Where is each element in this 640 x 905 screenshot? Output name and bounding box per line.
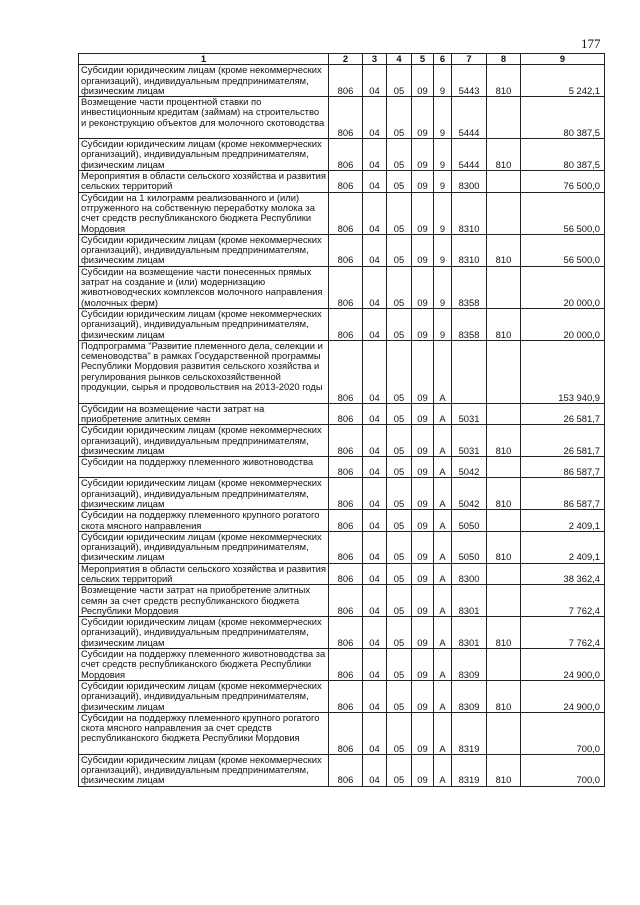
subsection-cell: 05 [387,478,412,510]
column-header: 7 [452,54,487,65]
program-cell: 09 [412,585,434,617]
table-row [79,403,605,425]
code-cell: 806 [329,266,363,308]
name-cell: Мероприятия в области сельского хозяйства и развития сельских территорий [79,563,329,585]
subsection-cell: 05 [387,340,412,403]
subprogram-cell: 9 [434,234,452,266]
article-cell: 8310 [452,234,487,266]
article-cell: 8301 [452,585,487,617]
article-cell: 5443 [452,65,487,97]
article-cell: 8310 [452,192,487,234]
section-cell: 04 [363,425,387,457]
section-cell: 04 [363,234,387,266]
amount-cell: 700,0 [521,712,605,754]
expense-type-cell: 810 [487,425,521,457]
expense-type-cell: 810 [487,234,521,266]
expense-type-cell [487,712,521,754]
program-cell: 09 [412,478,434,510]
subprogram-cell: А [434,425,452,457]
code-cell: 806 [329,585,363,617]
amount-cell: 38 362,4 [521,563,605,585]
column-header: 5 [412,54,434,65]
expense-type-cell: 810 [487,478,521,510]
subprogram-cell: 9 [434,139,452,171]
program-cell: 09 [412,680,434,712]
section-cell: 04 [363,754,387,786]
expense-type-cell [487,192,521,234]
name-cell: Субсидии юридическим лицам (кроме некоммерческих организаций), индивидуальным предпринимателям, физическим лицам [79,234,329,266]
subsection-cell: 05 [387,425,412,457]
table-row [79,649,605,681]
program-cell: 09 [412,171,434,193]
header-row [79,54,605,65]
name-cell: Субсидии юридическим лицам (кроме некоммерческих организаций), индивидуальным предпринимателям, физическим лицам [79,680,329,712]
expense-type-cell [487,649,521,681]
section-cell: 04 [363,403,387,425]
amount-cell: 2 409,1 [521,510,605,532]
code-cell: 806 [329,65,363,97]
amount-cell: 56 500,0 [521,234,605,266]
table-row [79,425,605,457]
subprogram-cell: 9 [434,97,452,139]
table-row [79,266,605,308]
expense-type-cell [487,97,521,139]
name-cell: Субсидии юридическим лицам (кроме некоммерческих организаций), индивидуальным предпринимателям, физическим лицам [79,308,329,340]
code-cell: 806 [329,139,363,171]
column-header: 8 [487,54,521,65]
expense-type-cell [487,457,521,478]
section-cell: 04 [363,531,387,563]
name-cell: Субсидии юридическим лицам (кроме некоммерческих организаций), индивидуальным предпринимателям, физическим лицам [79,425,329,457]
table-row [79,712,605,754]
column-header: 2 [329,54,363,65]
subprogram-cell: А [434,478,452,510]
article-cell: 5031 [452,403,487,425]
subsection-cell: 05 [387,531,412,563]
subsection-cell: 05 [387,97,412,139]
table-row [79,65,605,97]
amount-cell: 700,0 [521,754,605,786]
name-cell: Субсидии на поддержку племенного животноводства [79,457,329,478]
subprogram-cell: А [434,649,452,681]
expense-type-cell [487,585,521,617]
amount-cell: 26 581,7 [521,403,605,425]
page-number: 177 [581,36,601,51]
expense-type-cell [487,171,521,193]
name-cell: Субсидии юридическим лицам (кроме некоммерческих организаций), индивидуальным предпринимателям, физическим лицам [79,531,329,563]
column-header: 6 [434,54,452,65]
section-cell: 04 [363,65,387,97]
subprogram-cell: А [434,531,452,563]
article-cell: 5050 [452,510,487,532]
subsection-cell: 05 [387,403,412,425]
code-cell: 806 [329,680,363,712]
table-row [79,192,605,234]
section-cell: 04 [363,585,387,617]
table-row [79,171,605,193]
article-cell: 8301 [452,617,487,649]
table-row [79,97,605,139]
amount-cell: 7 762,4 [521,617,605,649]
expense-type-cell [487,563,521,585]
program-cell: 09 [412,531,434,563]
table-row [79,563,605,585]
name-cell: Возмещение части затрат на приобретение элитных семян за счет средств республиканского бюджета Республики Мордовия [79,585,329,617]
amount-cell: 80 387,5 [521,139,605,171]
code-cell: 806 [329,510,363,532]
subsection-cell: 05 [387,234,412,266]
subprogram-cell: А [434,680,452,712]
amount-cell: 20 000,0 [521,266,605,308]
table-row [79,139,605,171]
code-cell: 806 [329,478,363,510]
expense-type-cell: 810 [487,617,521,649]
expense-type-cell: 810 [487,680,521,712]
section-cell: 04 [363,457,387,478]
section-cell: 04 [363,712,387,754]
subsection-cell: 05 [387,308,412,340]
amount-cell: 153 940,9 [521,340,605,403]
code-cell: 806 [329,97,363,139]
amount-cell: 7 762,4 [521,585,605,617]
subprogram-cell: А [434,510,452,532]
section-cell: 04 [363,266,387,308]
subprogram-cell: А [434,340,452,403]
amount-cell: 5 242,1 [521,65,605,97]
code-cell: 806 [329,403,363,425]
table-row [79,234,605,266]
program-cell: 09 [412,266,434,308]
program-cell: 09 [412,403,434,425]
article-cell: 8309 [452,649,487,681]
subsection-cell: 05 [387,192,412,234]
name-cell: Субсидии на поддержку племенного крупного рогатого скота мясного направления за счет средств республиканского бюджета Республики Мордовия [79,712,329,754]
table-row [79,457,605,478]
name-cell: Субсидии на поддержку племенного животноводства за счет средств республиканского бюджета Республики Мордовия [79,649,329,681]
section-cell: 04 [363,510,387,532]
article-cell: 8358 [452,308,487,340]
name-cell: Возмещение части процентной ставки по инвестиционным кредитам (займам) на строительство и реконструкцию объектов для молочного скотоводства [79,97,329,139]
table-body [79,65,605,786]
article-cell: 8319 [452,754,487,786]
expense-type-cell: 810 [487,65,521,97]
program-cell: 09 [412,563,434,585]
subprogram-cell: А [434,563,452,585]
section-cell: 04 [363,617,387,649]
name-cell: Субсидии юридическим лицам (кроме некоммерческих организаций), индивидуальным предпринимателям, физическим лицам [79,617,329,649]
amount-cell: 86 587,7 [521,457,605,478]
program-cell: 09 [412,754,434,786]
article-cell: 5042 [452,457,487,478]
expense-type-cell [487,340,521,403]
code-cell: 806 [329,308,363,340]
name-cell: Субсидии юридическим лицам (кроме некоммерческих организаций), индивидуальным предпринимателям, физическим лицам [79,65,329,97]
expense-type-cell [487,403,521,425]
subprogram-cell: А [434,403,452,425]
amount-cell: 20 000,0 [521,308,605,340]
section-cell: 04 [363,171,387,193]
program-cell: 09 [412,192,434,234]
column-header: 3 [363,54,387,65]
program-cell: 09 [412,97,434,139]
name-cell: Субсидии юридическим лицам (кроме некоммерческих организаций), индивидуальным предпринимателям, физическим лицам [79,754,329,786]
article-cell: 8319 [452,712,487,754]
section-cell: 04 [363,478,387,510]
column-header: 9 [521,54,605,65]
table-row [79,617,605,649]
article-cell: 8300 [452,563,487,585]
amount-cell: 86 587,7 [521,478,605,510]
section-cell: 04 [363,192,387,234]
subprogram-cell: А [434,617,452,649]
article-cell: 5042 [452,478,487,510]
code-cell: 806 [329,425,363,457]
subsection-cell: 05 [387,754,412,786]
name-cell: Подпрограмма "Развитие племенного дела, селекции и семеноводства" в рамках Государственной программы Республики Мордовия развития сельского хозяйства и регулирования рынков сельскохозяйственной продукции, сырья и продовольствия на 2013-2020 годы [79,340,329,403]
section-cell: 04 [363,139,387,171]
code-cell: 806 [329,649,363,681]
code-cell: 806 [329,531,363,563]
section-cell: 04 [363,680,387,712]
article-cell [452,340,487,403]
subsection-cell: 05 [387,65,412,97]
subsection-cell: 05 [387,712,412,754]
subprogram-cell: 9 [434,308,452,340]
subsection-cell: 05 [387,680,412,712]
name-cell: Субсидии на возмещение части затрат на приобретение элитных семян [79,403,329,425]
subprogram-cell: 9 [434,171,452,193]
section-cell: 04 [363,308,387,340]
program-cell: 09 [412,308,434,340]
amount-cell: 24 900,0 [521,680,605,712]
article-cell: 5444 [452,139,487,171]
program-cell: 09 [412,617,434,649]
code-cell: 806 [329,617,363,649]
subsection-cell: 05 [387,617,412,649]
code-cell: 806 [329,171,363,193]
program-cell: 09 [412,65,434,97]
table-row [79,308,605,340]
program-cell: 09 [412,139,434,171]
expense-type-cell: 810 [487,531,521,563]
code-cell: 806 [329,563,363,585]
subprogram-cell: А [434,585,452,617]
expense-type-cell: 810 [487,308,521,340]
subsection-cell: 05 [387,266,412,308]
subprogram-cell: 9 [434,266,452,308]
table-row [79,754,605,786]
amount-cell: 26 581,7 [521,425,605,457]
code-cell: 806 [329,754,363,786]
section-cell: 04 [363,340,387,403]
article-cell: 5031 [452,425,487,457]
code-cell: 806 [329,234,363,266]
table-row [79,531,605,563]
subprogram-cell: А [434,712,452,754]
amount-cell: 2 409,1 [521,531,605,563]
code-cell: 806 [329,712,363,754]
subsection-cell: 05 [387,139,412,171]
column-header: 4 [387,54,412,65]
subsection-cell: 05 [387,585,412,617]
name-cell: Мероприятия в области сельского хозяйства и развития сельских территорий [79,171,329,193]
name-cell: Субсидии на поддержку племенного крупного рогатого скота мясного направления [79,510,329,532]
subprogram-cell: 9 [434,192,452,234]
section-cell: 04 [363,563,387,585]
program-cell: 09 [412,510,434,532]
program-cell: 09 [412,234,434,266]
code-cell: 806 [329,192,363,234]
table-row [79,478,605,510]
article-cell: 8309 [452,680,487,712]
subsection-cell: 05 [387,510,412,532]
expense-type-cell [487,510,521,532]
subsection-cell: 05 [387,171,412,193]
table-row [79,680,605,712]
amount-cell: 24 900,0 [521,649,605,681]
subprogram-cell: 9 [434,65,452,97]
budget-table [78,53,605,787]
subsection-cell: 05 [387,457,412,478]
table-row [79,510,605,532]
column-header: 1 [79,54,329,65]
subsection-cell: 05 [387,649,412,681]
name-cell: Субсидии юридическим лицам (кроме некоммерческих организаций), индивидуальным предпринимателям, физическим лицам [79,139,329,171]
article-cell: 5050 [452,531,487,563]
table-row [79,340,605,403]
name-cell: Субсидии юридическим лицам (кроме некоммерческих организаций), индивидуальным предпринимателям, физическим лицам [79,478,329,510]
article-cell: 8358 [452,266,487,308]
name-cell: Субсидии на 1 килограмм реализованного и (или) отгруженного на собственную переработку молока за счет средств республиканского бюджета Республики Мордовия [79,192,329,234]
program-cell: 09 [412,649,434,681]
code-cell: 806 [329,340,363,403]
subsection-cell: 05 [387,563,412,585]
amount-cell: 56 500,0 [521,192,605,234]
expense-type-cell: 810 [487,754,521,786]
amount-cell: 76 500,0 [521,171,605,193]
table-row [79,585,605,617]
program-cell: 09 [412,457,434,478]
name-cell: Субсидии на возмещение части понесенных прямых затрат на создание и (или) модернизацию животноводческих комплексов молочного направления (молочных ферм) [79,266,329,308]
subprogram-cell: А [434,754,452,786]
program-cell: 09 [412,712,434,754]
expense-type-cell [487,266,521,308]
section-cell: 04 [363,649,387,681]
article-cell: 5444 [452,97,487,139]
amount-cell: 80 387,5 [521,97,605,139]
section-cell: 04 [363,97,387,139]
subprogram-cell: А [434,457,452,478]
expense-type-cell: 810 [487,139,521,171]
program-cell: 09 [412,425,434,457]
code-cell: 806 [329,457,363,478]
article-cell: 8300 [452,171,487,193]
program-cell: 09 [412,340,434,403]
